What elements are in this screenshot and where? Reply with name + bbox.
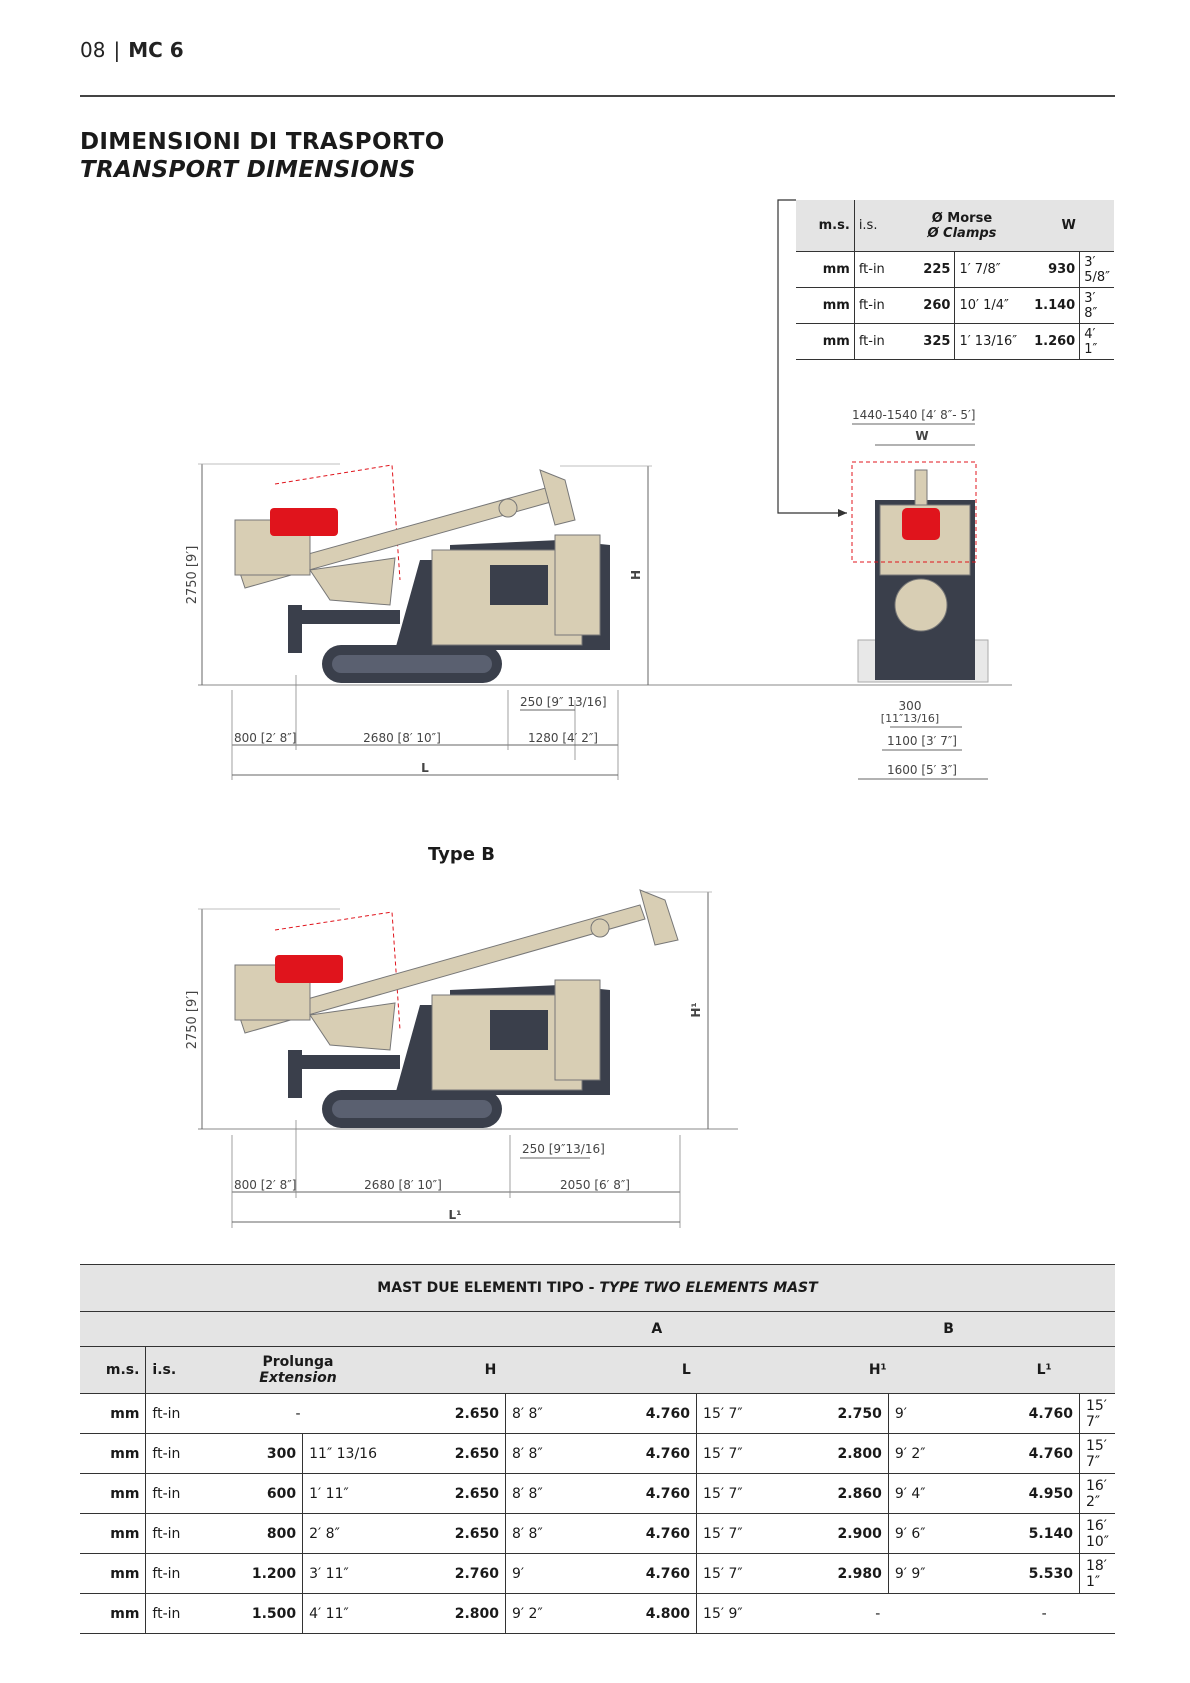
cell-l1-ft: 16′ 10″: [1079, 1514, 1115, 1554]
mast-columns-row: [80, 1347, 1115, 1394]
cell-w-ft: 3′ 8″: [1080, 288, 1114, 324]
cell-ext-mm: 1.500: [205, 1594, 302, 1634]
cell-is: ft-in: [146, 1514, 205, 1554]
header-separator: |: [113, 38, 121, 62]
col-extension: [205, 1347, 390, 1394]
clamps-col-is: i.s.: [854, 200, 900, 252]
cell-is: ft-in: [146, 1434, 205, 1474]
dim-300-ft: [11″13/16]: [880, 712, 940, 725]
cell-l-ft: 15′ 7″: [697, 1434, 783, 1474]
col-l: L: [590, 1347, 782, 1394]
group-a: A: [80, 1312, 782, 1347]
cell-l-mm: 4.800: [590, 1594, 696, 1634]
section-title-en: TRANSPORT DIMENSIONS: [80, 157, 416, 183]
cell-clamp-ft: 1′ 13/16″: [955, 324, 1023, 360]
cell-is: ft-in: [854, 288, 900, 324]
rig-side-view-b: [198, 890, 738, 1129]
outrigger-jack: [288, 605, 302, 653]
leader-arrow: [838, 509, 847, 517]
dim-2050-b: 2050 [6′ 8″]: [559, 1178, 631, 1192]
cell-clamp-mm: 225: [901, 252, 955, 288]
col-h: H: [391, 1347, 591, 1394]
mast-table: [80, 1264, 1115, 1634]
cell-l-ft: 15′ 7″: [697, 1474, 783, 1514]
cell-l-ft: 15′ 7″: [697, 1394, 783, 1434]
col-is: i.s.: [146, 1347, 205, 1394]
cell-l-ft: 15′ 9″: [697, 1594, 783, 1634]
dim-2680-a: 2680 [8′ 10″]: [363, 731, 441, 745]
cell-h1-ft: 9′ 2″: [888, 1434, 973, 1474]
cell-ms: mm: [796, 252, 854, 288]
cell-w-mm: 1.260: [1023, 324, 1079, 360]
cell-h-mm: 2.650: [391, 1514, 506, 1554]
cell-h-mm: 2.760: [391, 1554, 506, 1594]
front-wheel: [895, 579, 947, 631]
cell-w-mm: 930: [1023, 252, 1079, 288]
dim-300: 300: [898, 699, 922, 713]
outrigger-beam: [290, 610, 400, 624]
cell-h-ft: 9′: [506, 1554, 591, 1594]
cell-clamp-ft: 1′ 7/8″: [955, 252, 1023, 288]
mast-caption-it: MAST DUE ELEMENTI TIPO -: [377, 1280, 600, 1296]
front-drill-head: [902, 508, 940, 540]
mast-row: [80, 1394, 1115, 1434]
mast-body: [80, 1394, 1115, 1634]
col-h1: H¹: [782, 1347, 973, 1394]
side-cabinet: [555, 535, 600, 635]
cell-clamp-mm: 325: [901, 324, 955, 360]
cell-h1-mm: 2.800: [782, 1434, 888, 1474]
cell-l-ft: 15′ 7″: [697, 1554, 783, 1594]
mast-pulley: [499, 499, 517, 517]
cell-is: ft-in: [146, 1594, 205, 1634]
cell-h1-mm: 2.900: [782, 1514, 888, 1554]
cell-clamp-mm: 260: [901, 288, 955, 324]
dim-height-a: 2750 [9′]: [185, 545, 200, 605]
section-title-it: DIMENSIONI DI TRASPORTO: [80, 129, 445, 155]
cell-ext-ft: 11″ 13/16: [303, 1434, 391, 1474]
clamps-label-it: Ø Morse: [931, 210, 993, 226]
mast-row: [80, 1594, 1115, 1634]
dim-1280-a: 1280 [4′ 2″]: [527, 731, 599, 745]
track-inner: [332, 655, 492, 673]
mast-row: [80, 1514, 1115, 1554]
col-ms: m.s.: [80, 1347, 146, 1394]
cell-ms: mm: [80, 1514, 146, 1554]
engine-grille: [490, 565, 548, 605]
cell-h-mm: 2.650: [391, 1434, 506, 1474]
dim-250-a: 250 [9″ 13/16]: [520, 695, 607, 709]
cell-h-mm: 2.800: [391, 1594, 506, 1634]
cell-l-mm: 4.760: [590, 1434, 696, 1474]
cell-l-mm: 4.760: [590, 1554, 696, 1594]
group-b: B: [782, 1312, 1115, 1347]
dim-width-range: 1440-1540 [4′ 8″- 5′]: [852, 408, 976, 422]
dim-h-a: H: [629, 569, 643, 581]
leader-line: [778, 200, 847, 513]
cell-ext-ft: 2′ 8″: [303, 1514, 391, 1554]
cell-l-mm: 4.760: [590, 1514, 696, 1554]
cell-l-mm: 4.760: [590, 1474, 696, 1514]
drill-head: [275, 955, 343, 983]
cell-h-ft: 8′ 8″: [506, 1514, 591, 1554]
dim-1100: 1100 [3′ 7″]: [886, 734, 958, 748]
mast-head: [640, 890, 678, 945]
cell-l1-mm: 4.760: [973, 1434, 1079, 1474]
cell-ms: mm: [80, 1474, 146, 1514]
dim-height-b: 2750 [9′]: [185, 990, 200, 1050]
dim-l-a: L: [421, 761, 429, 775]
cell-h1-mm: -: [782, 1594, 973, 1634]
cell-l1-mm: 5.140: [973, 1514, 1079, 1554]
front-mast: [915, 470, 927, 505]
cell-h-mm: 2.650: [391, 1474, 506, 1514]
outrigger-beam: [290, 1055, 400, 1069]
mast-row: [80, 1554, 1115, 1594]
page-number: 08: [80, 38, 106, 62]
cell-w-ft: 3′ 5/8″: [1080, 252, 1114, 288]
mast-caption: [80, 1265, 1115, 1312]
model-name: MC 6: [128, 38, 184, 62]
cell-ms: mm: [80, 1554, 146, 1594]
cell-l-mm: 4.760: [590, 1394, 696, 1434]
dim-250-b: 250 [9″13/16]: [522, 1142, 605, 1156]
cell-ext-ft: 4′ 11″: [303, 1594, 391, 1634]
cell-is: ft-in: [146, 1474, 205, 1514]
cell-ext-mm: -: [205, 1394, 390, 1434]
cell-l1-ft: 16′ 2″: [1079, 1474, 1115, 1514]
cell-l1-mm: -: [973, 1594, 1115, 1634]
cell-l1-mm: 4.950: [973, 1474, 1079, 1514]
cell-l1-ft: 18′ 1″: [1079, 1554, 1115, 1594]
dim-w-front: W: [915, 429, 929, 443]
engine-grille: [490, 1010, 548, 1050]
cell-w-ft: 4′ 1″: [1080, 324, 1114, 360]
dim-l-b: L¹: [448, 1208, 462, 1222]
cell-h1-ft: 9′ 9″: [888, 1554, 973, 1594]
mast-row: [80, 1474, 1115, 1514]
type-b-label: Type B: [428, 844, 495, 865]
cell-l1-mm: 5.530: [973, 1554, 1079, 1594]
cell-h-ft: 8′ 8″: [506, 1474, 591, 1514]
clamps-col-w: W: [1023, 200, 1114, 252]
col-extension-en: Extension: [259, 1370, 337, 1386]
cell-h-ft: 8′ 8″: [506, 1394, 591, 1434]
cell-clamp-ft: 10′ 1/4″: [955, 288, 1023, 324]
mast-caption-row: [80, 1265, 1115, 1312]
cell-l-ft: 15′ 7″: [697, 1514, 783, 1554]
cell-l1-ft: 15′ 7″: [1079, 1394, 1115, 1434]
cell-is: ft-in: [146, 1394, 205, 1434]
cell-l1-ft: 15′ 7″: [1079, 1434, 1115, 1474]
cell-h1-mm: 2.750: [782, 1394, 888, 1434]
cell-h-ft: 8′ 8″: [506, 1434, 591, 1474]
cell-ext-mm: 300: [205, 1434, 302, 1474]
clamps-label-en: Ø Clamps: [927, 225, 997, 241]
cell-ms: mm: [80, 1394, 146, 1434]
cell-ext-mm: 1.200: [205, 1554, 302, 1594]
cell-h1-mm: 2.860: [782, 1474, 888, 1514]
cell-h-ft: 9′ 2″: [506, 1594, 591, 1634]
outrigger-jack: [288, 1050, 302, 1098]
col-extension-it: Prolunga: [262, 1354, 334, 1370]
col-l1: L¹: [973, 1347, 1115, 1394]
cell-ms: mm: [796, 288, 854, 324]
cell-ms: mm: [80, 1434, 146, 1474]
cell-ext-ft: 1′ 11″: [303, 1474, 391, 1514]
dim-800-a: 800 [2′ 8″]: [234, 731, 297, 745]
dim-h-b: H¹: [689, 1002, 703, 1018]
cell-h1-ft: 9′ 6″: [888, 1514, 973, 1554]
dim-1600: 1600 [5′ 3″]: [886, 763, 958, 777]
cell-h1-ft: 9′ 4″: [888, 1474, 973, 1514]
side-cabinet: [555, 980, 600, 1080]
cell-w-mm: 1.140: [1023, 288, 1079, 324]
rig-front-view: [852, 462, 988, 682]
mast-group-row: [80, 1312, 1115, 1347]
dim-800-b: 800 [2′ 8″]: [234, 1178, 297, 1192]
cell-is: ft-in: [146, 1554, 205, 1594]
cell-h1-ft: 9′: [888, 1394, 973, 1434]
cell-ext-ft: 3′ 11″: [303, 1554, 391, 1594]
cell-is: ft-in: [854, 252, 900, 288]
cell-h-mm: 2.650: [391, 1394, 506, 1434]
cell-ext-mm: 800: [205, 1514, 302, 1554]
mast-caption-en: TYPE TWO ELEMENTS MAST: [599, 1280, 818, 1296]
clamps-col-ms: m.s.: [796, 200, 854, 252]
cell-ext-mm: 600: [205, 1474, 302, 1514]
cell-h1-mm: 2.980: [782, 1554, 888, 1594]
cell-ms: mm: [80, 1594, 146, 1634]
dim-2680-b: 2680 [8′ 10″]: [364, 1178, 442, 1192]
cell-ms: mm: [796, 324, 854, 360]
mast-pulley: [591, 919, 609, 937]
mast-row: [80, 1434, 1115, 1474]
track-inner: [332, 1100, 492, 1118]
cell-is: ft-in: [854, 324, 900, 360]
cell-l1-mm: 4.760: [973, 1394, 1079, 1434]
drill-head: [270, 508, 338, 536]
